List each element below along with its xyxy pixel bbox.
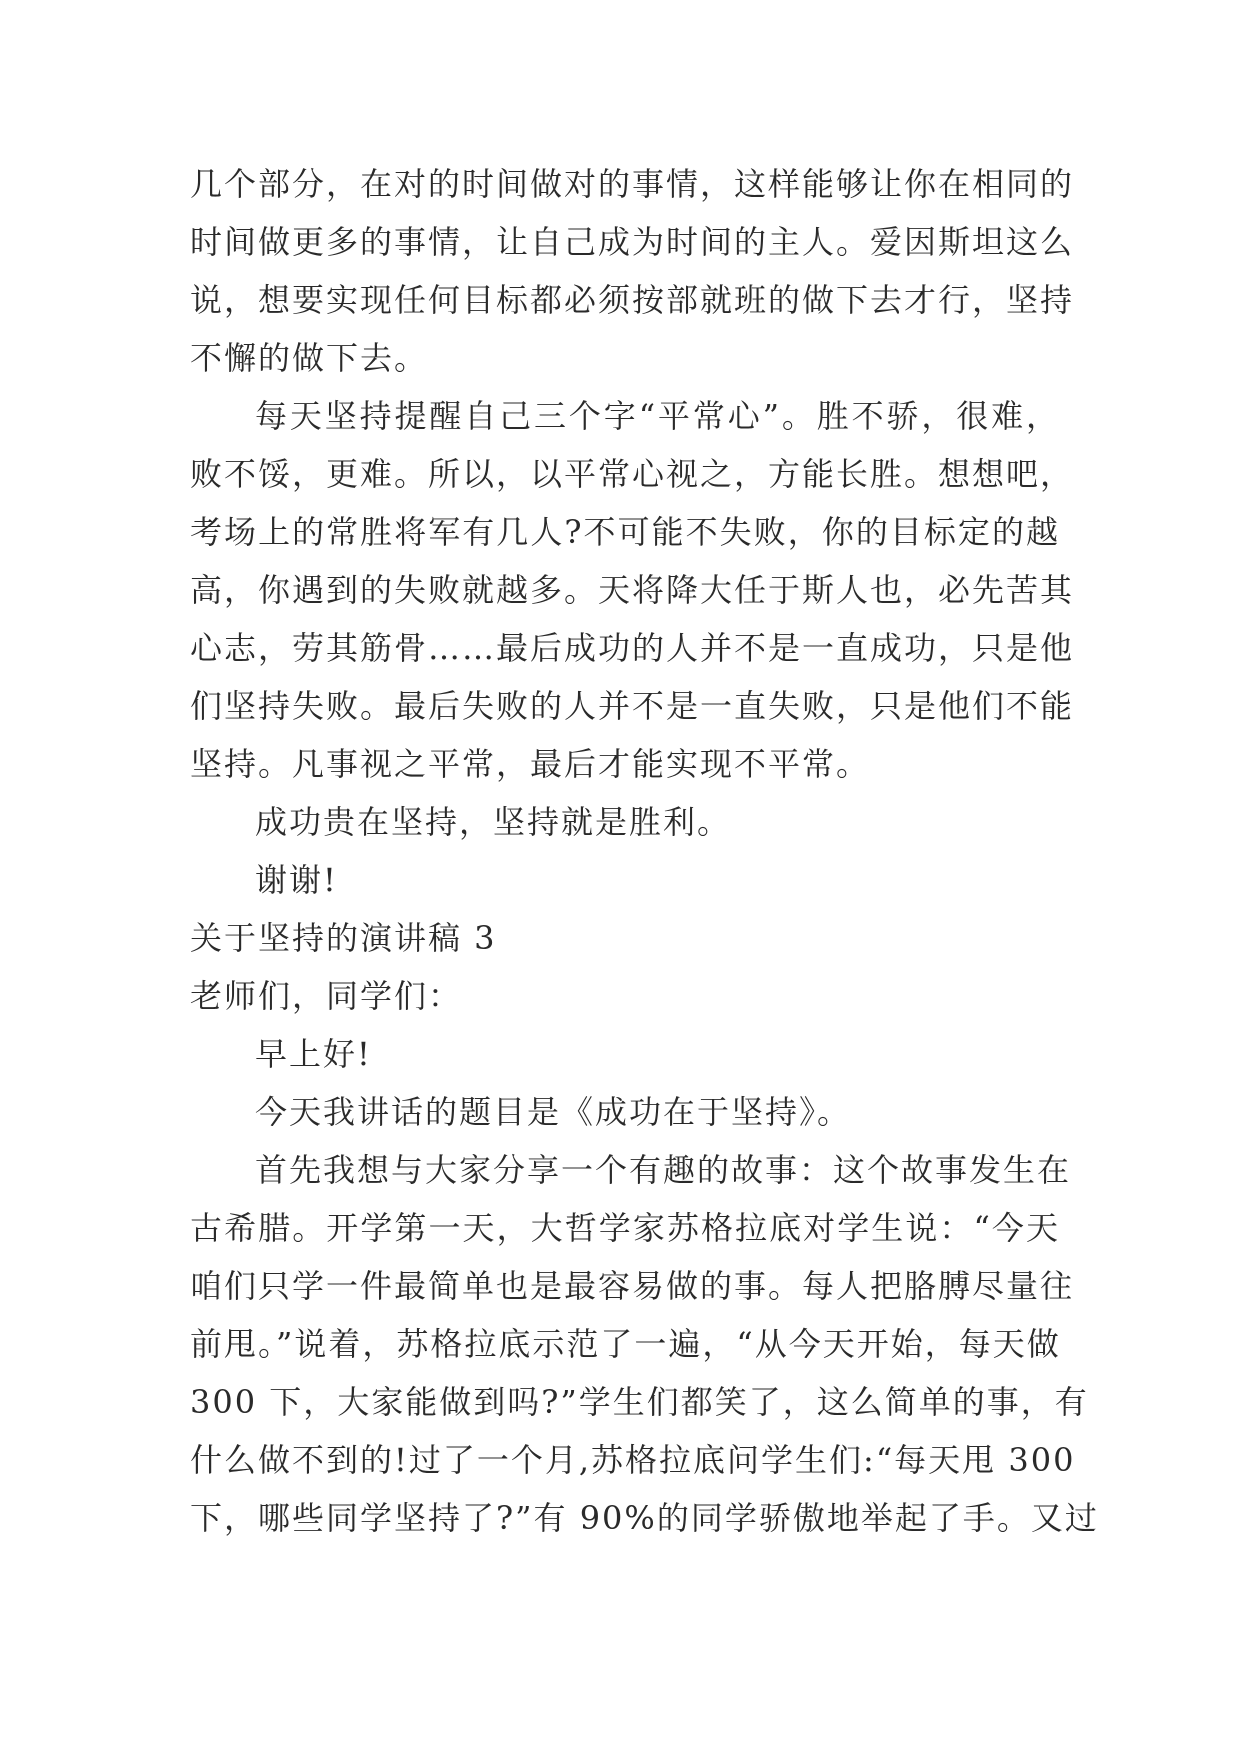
paragraph-line: 时间做更多的事情，让自己成为时间的主人。爱因斯坦这么 — [190, 223, 1075, 261]
paragraph-line: 古希腊。开学第一天，大哲学家苏格拉底对学生说：“今天 — [190, 1209, 1060, 1247]
paragraph-line: 说，想要实现任何目标都必须按部就班的做下去才行，坚持 — [190, 281, 1075, 319]
paragraph-line: 成功贵在坚持，坚持就是胜利。 — [255, 803, 732, 841]
paragraph-line: 300 下，大家能做到吗?”学生们都笑了，这么简单的事，有 — [190, 1383, 1089, 1421]
paragraph-line: 败不馁，更难。所以，以平常心视之，方能长胜。想想吧， — [190, 455, 1075, 493]
section-heading: 关于坚持的演讲稿 3 — [190, 919, 497, 957]
paragraph-line: 早上好! — [255, 1035, 372, 1073]
paragraph-line: 咱们只学一件最简单也是最容易做的事。每人把胳膊尽量往 — [190, 1267, 1075, 1305]
paragraph-line: 不懈的做下去。 — [190, 339, 429, 377]
paragraph-line: 谢谢! — [255, 861, 338, 899]
paragraph-line: 们坚持失败。最后失败的人并不是一直失败，只是他们不能 — [190, 687, 1075, 725]
paragraph-line: 考场上的常胜将军有几人?不可能不失败，你的目标定的越 — [190, 513, 1060, 551]
paragraph-line: 前甩。”说着，苏格拉底示范了一遍，“从今天开始，每天做 — [190, 1325, 1061, 1363]
paragraph-line: 下，哪些同学坚持了?”有 90%的同学骄傲地举起了手。又过 — [190, 1499, 1099, 1537]
paragraph-line: 什么做不到的!过了一个月,苏格拉底问学生们:“每天甩 300 — [190, 1441, 1076, 1479]
paragraph-line: 心志，劳其筋骨……最后成功的人并不是一直成功，只是他 — [190, 629, 1075, 667]
paragraph-line: 首先我想与大家分享一个有趣的故事：这个故事发生在 — [255, 1151, 1072, 1189]
paragraph-line: 今天我讲话的题目是《成功在于坚持》。 — [255, 1093, 852, 1131]
paragraph-line: 每天坚持提醒自己三个字“平常心”。胜不骄，很难， — [255, 397, 1060, 435]
paragraph-line: 高，你遇到的失败就越多。天将降大任于斯人也，必先苦其 — [190, 571, 1075, 609]
paragraph-line: 几个部分，在对的时间做对的事情，这样能够让你在相同的 — [190, 165, 1075, 203]
paragraph-line: 坚持。凡事视之平常，最后才能实现不平常。 — [190, 745, 871, 783]
salutation: 老师们，同学们： — [190, 977, 463, 1015]
